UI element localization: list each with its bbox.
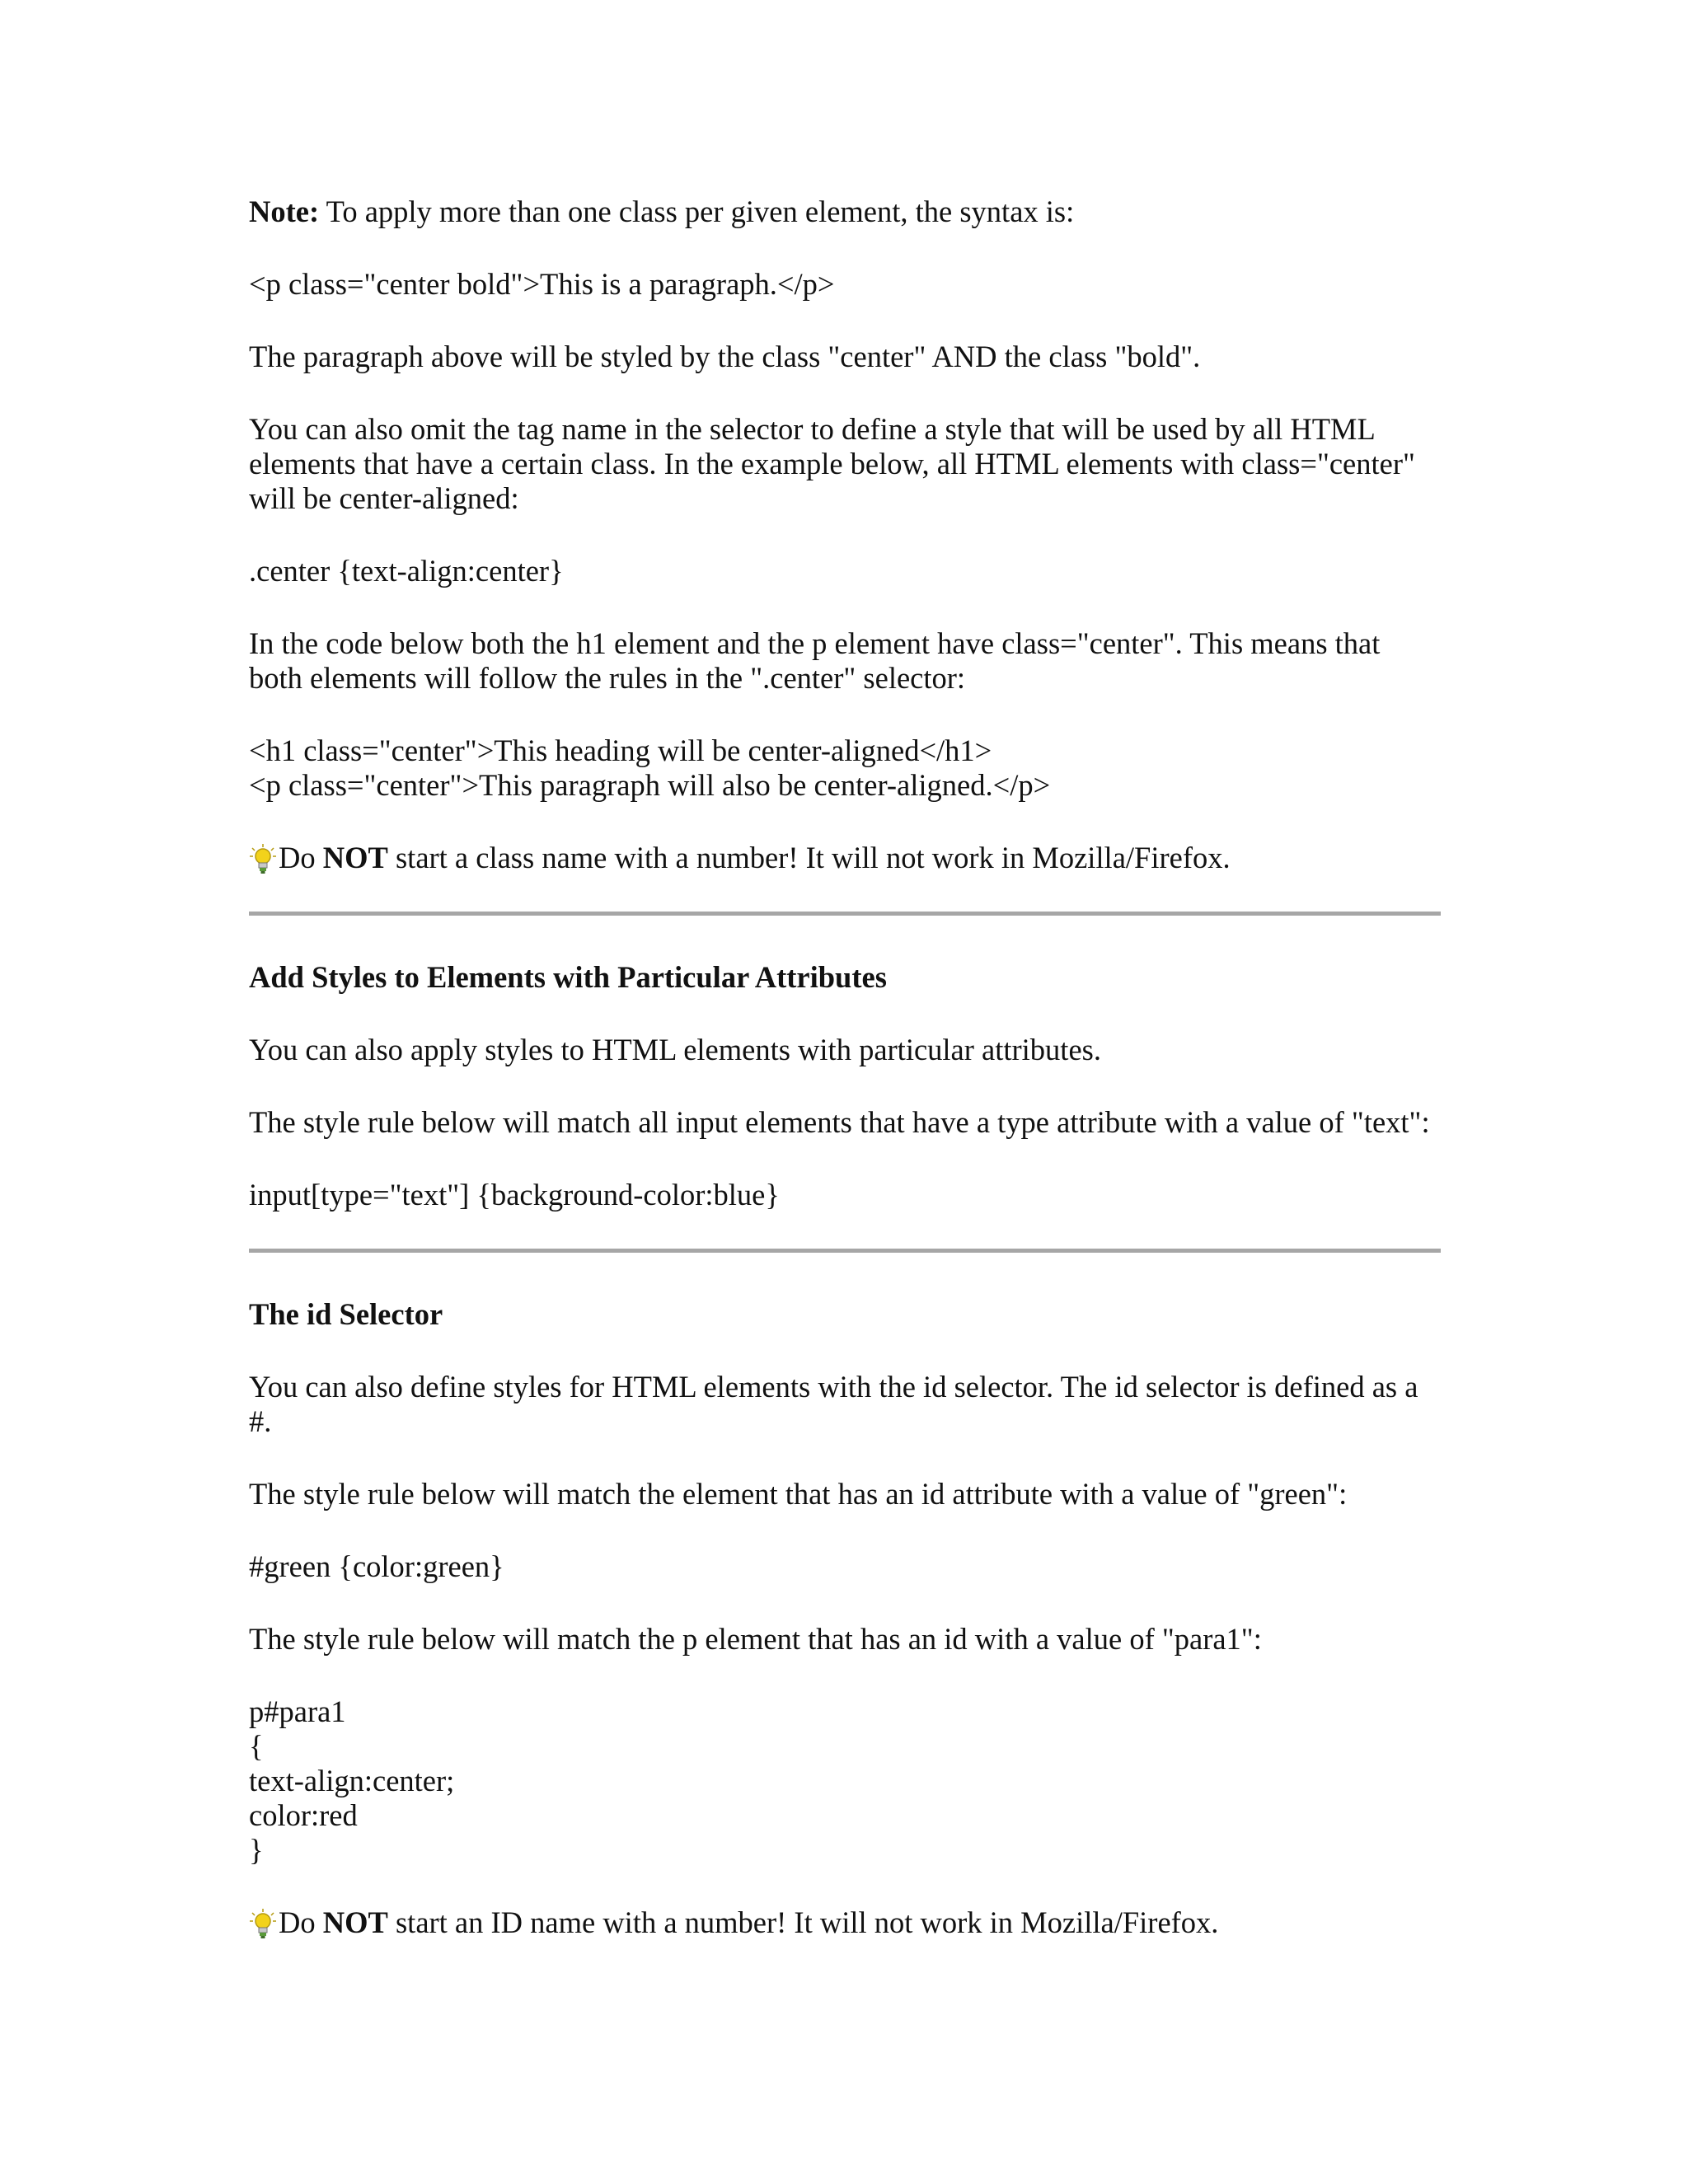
tip-suffix: start a class name with a number! It will not work in Mozilla/Firefox. — [387, 841, 1231, 874]
code-center-rule: .center {text-align:center} — [249, 554, 564, 588]
id-intro-line: #. — [249, 1404, 272, 1438]
code-line: } — [249, 1833, 264, 1867]
code-line: color:red — [249, 1798, 358, 1832]
id-intro-paragraph — [249, 1370, 1441, 1439]
code-para1-block — [249, 1694, 1441, 1868]
note-text: To apply more than one class per given element, the syntax is: — [319, 194, 1075, 228]
attributes-intro: You can also apply styles to HTML elements with particular attributes. — [249, 1033, 1101, 1066]
code-multi-class: <p class="center bold">This is a paragraph.</p> — [249, 267, 835, 301]
omit-tag-line: will be center-aligned: — [249, 481, 519, 515]
section-divider — [249, 1249, 1441, 1253]
code-line: { — [249, 1729, 264, 1763]
lightbulb-icon — [249, 843, 277, 874]
section-heading-attributes: Add Styles to Elements with Particular Attributes — [249, 960, 887, 994]
green-rule-description: The style rule below will match the element that has an id attribute with a value of "green": — [249, 1477, 1348, 1511]
id-intro-line: You can also define styles for HTML elements with the id selector. The id selector is defined as a — [249, 1370, 1418, 1404]
lightbulb-icon — [249, 1908, 277, 1939]
code-green: #green {color:green} — [249, 1549, 504, 1583]
omit-tag-line: You can also omit the tag name in the selector to define a style that will be used by all HTML — [249, 412, 1376, 446]
code-line: text-align:center; — [249, 1764, 455, 1797]
document-page — [249, 194, 1441, 1940]
styled-paragraph-text: The paragraph above will be styled by the class "center" AND the class "bold". — [249, 340, 1201, 373]
code-line: p#para1 — [249, 1694, 346, 1728]
section-divider — [249, 912, 1441, 916]
code-p-line: <p class="center">This paragraph will also be center-aligned.</p> — [249, 768, 1051, 802]
note-paragraph — [249, 194, 1441, 229]
tip-prefix: Do — [279, 1905, 323, 1939]
code-center-example — [249, 733, 1441, 803]
tip-suffix: start an ID name with a number! It will not work in Mozilla/Firefox. — [387, 1905, 1219, 1939]
id-tip — [249, 1905, 1441, 1940]
tip-prefix: Do — [279, 841, 323, 874]
attributes-code: input[type="text"] {background-color:blue} — [249, 1178, 780, 1212]
tip-emphasis: NOT — [322, 841, 388, 874]
section-heading-id-selector: The id Selector — [249, 1297, 443, 1331]
both-elements-line: both elements will follow the rules in the ".center" selector: — [249, 661, 966, 695]
both-elements-line: In the code below both the h1 element and the p element have class="center". This means that — [249, 626, 1381, 660]
tip-emphasis: NOT — [322, 1905, 388, 1939]
para1-rule-description: The style rule below will match the p element that has an id with a value of "para1": — [249, 1622, 1262, 1656]
attributes-rule-description: The style rule below will match all input elements that have a type attribute with a value of "text": — [249, 1105, 1430, 1139]
class-tip — [249, 841, 1441, 875]
code-h1-line: <h1 class="center">This heading will be center-aligned</h1> — [249, 733, 992, 767]
both-elements-paragraph — [249, 626, 1441, 696]
omit-tag-line: elements that have a certain class. In the example below, all HTML elements with class="center" — [249, 447, 1415, 480]
note-label: Note: — [249, 194, 320, 228]
omit-tag-paragraph — [249, 412, 1441, 516]
